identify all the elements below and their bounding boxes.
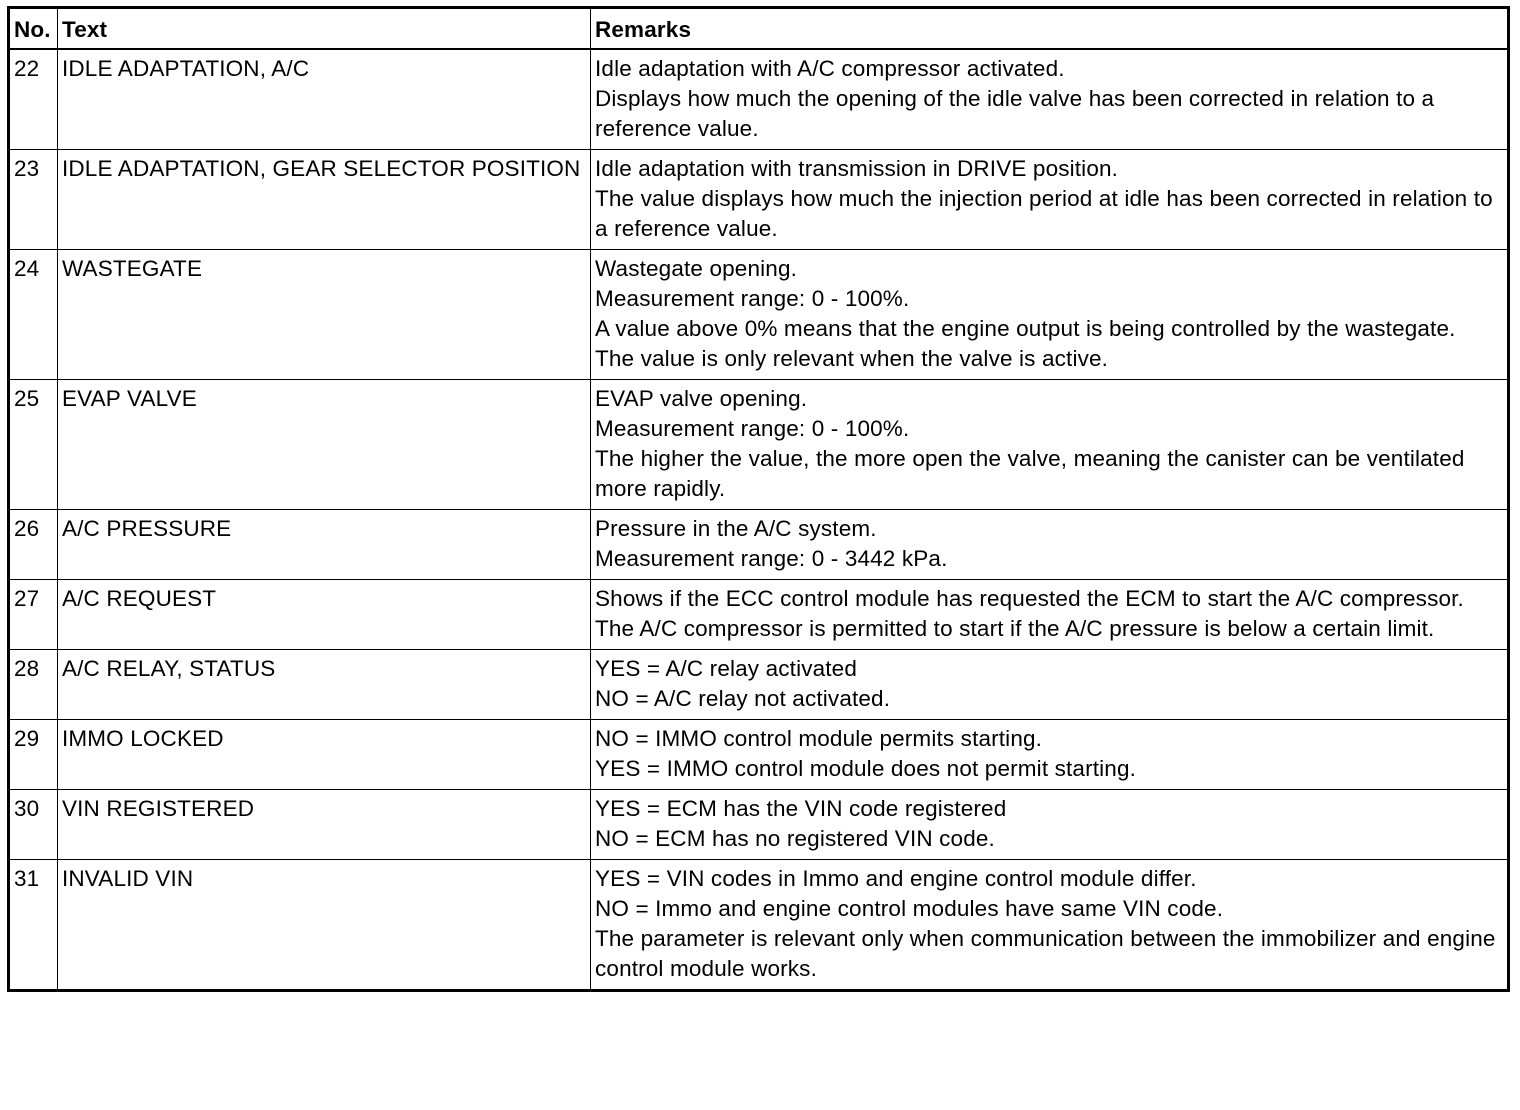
remark-line: YES = IMMO control module does not permit starting. — [595, 756, 1137, 781]
header-text: Text — [58, 8, 591, 50]
row-text: IDLE ADAPTATION, A/C — [58, 49, 591, 150]
row-number: 30 — [9, 790, 58, 860]
row-number: 23 — [9, 150, 58, 250]
remark-line: The A/C compressor is permitted to start if the A/C pressure is below a certain limit. — [595, 616, 1435, 641]
header-remarks: Remarks — [591, 8, 1509, 50]
row-remarks — [591, 860, 1509, 991]
remark-line: Displays how much the opening of the idle valve has been corrected in relation to a reference value. — [595, 86, 1435, 141]
row-text: EVAP VALVE — [58, 380, 591, 510]
remark-line: The parameter is relevant only when communication between the immobilizer and engine control module works. — [595, 926, 1496, 981]
row-number: 24 — [9, 250, 58, 380]
table-row — [9, 650, 1509, 720]
row-text: A/C REQUEST — [58, 580, 591, 650]
row-number: 22 — [9, 49, 58, 150]
table-row — [9, 580, 1509, 650]
row-number: 27 — [9, 580, 58, 650]
parameter-table — [7, 6, 1510, 992]
remark-line: The value displays how much the injection period at idle has been corrected in relation to a reference value. — [595, 186, 1493, 241]
row-remarks — [591, 790, 1509, 860]
row-text: A/C RELAY, STATUS — [58, 650, 591, 720]
row-text: VIN REGISTERED — [58, 790, 591, 860]
table-row — [9, 510, 1509, 580]
table-header — [9, 8, 1509, 50]
remark-line: NO = Immo and engine control modules have same VIN code. — [595, 896, 1224, 921]
table-body — [9, 49, 1509, 991]
remark-line: NO = ECM has no registered VIN code. — [595, 826, 995, 851]
row-remarks — [591, 150, 1509, 250]
row-remarks — [591, 580, 1509, 650]
row-text: IMMO LOCKED — [58, 720, 591, 790]
remark-line: YES = VIN codes in Immo and engine control module differ. — [595, 866, 1197, 891]
row-remarks — [591, 49, 1509, 150]
table-row — [9, 250, 1509, 380]
remark-line: Measurement range: 0 - 3442 kPa. — [595, 546, 948, 571]
row-remarks — [591, 510, 1509, 580]
remark-line: A value above 0% means that the engine output is being controlled by the wastegate. — [595, 316, 1456, 341]
remark-line: YES = A/C relay activated — [595, 656, 858, 681]
row-text: WASTEGATE — [58, 250, 591, 380]
table-row — [9, 790, 1509, 860]
row-remarks — [591, 380, 1509, 510]
remark-line: Measurement range: 0 - 100%. — [595, 416, 910, 441]
table-row — [9, 860, 1509, 991]
row-text: INVALID VIN — [58, 860, 591, 991]
remark-line: NO = IMMO control module permits starting. — [595, 726, 1043, 751]
remark-line: NO = A/C relay not activated. — [595, 686, 891, 711]
row-text: IDLE ADAPTATION, GEAR SELECTOR POSITION — [58, 150, 591, 250]
row-number: 31 — [9, 860, 58, 991]
remark-line: Measurement range: 0 - 100%. — [595, 286, 910, 311]
header-row — [9, 8, 1509, 50]
table-row — [9, 49, 1509, 150]
remark-line: Idle adaptation with A/C compressor activated. — [595, 56, 1065, 81]
table-row — [9, 380, 1509, 510]
table-row — [9, 150, 1509, 250]
row-remarks — [591, 250, 1509, 380]
row-number: 25 — [9, 380, 58, 510]
remark-line: Shows if the ECC control module has requested the ECM to start the A/C compressor. — [595, 586, 1464, 611]
table-row — [9, 720, 1509, 790]
remark-line: Idle adaptation with transmission in DRIVE position. — [595, 156, 1119, 181]
remark-line: The higher the value, the more open the valve, meaning the canister can be ventilated more rapidly. — [595, 446, 1465, 501]
row-number: 29 — [9, 720, 58, 790]
remark-line: The value is only relevant when the valve is active. — [595, 346, 1109, 371]
row-remarks — [591, 720, 1509, 790]
row-remarks — [591, 650, 1509, 720]
row-number: 28 — [9, 650, 58, 720]
remark-line: EVAP valve opening. — [595, 386, 808, 411]
remark-line: Wastegate opening. — [595, 256, 798, 281]
row-text: A/C PRESSURE — [58, 510, 591, 580]
row-number: 26 — [9, 510, 58, 580]
remark-line: Pressure in the A/C system. — [595, 516, 877, 541]
remark-line: YES = ECM has the VIN code registered — [595, 796, 1007, 821]
header-no: No. — [9, 8, 58, 50]
